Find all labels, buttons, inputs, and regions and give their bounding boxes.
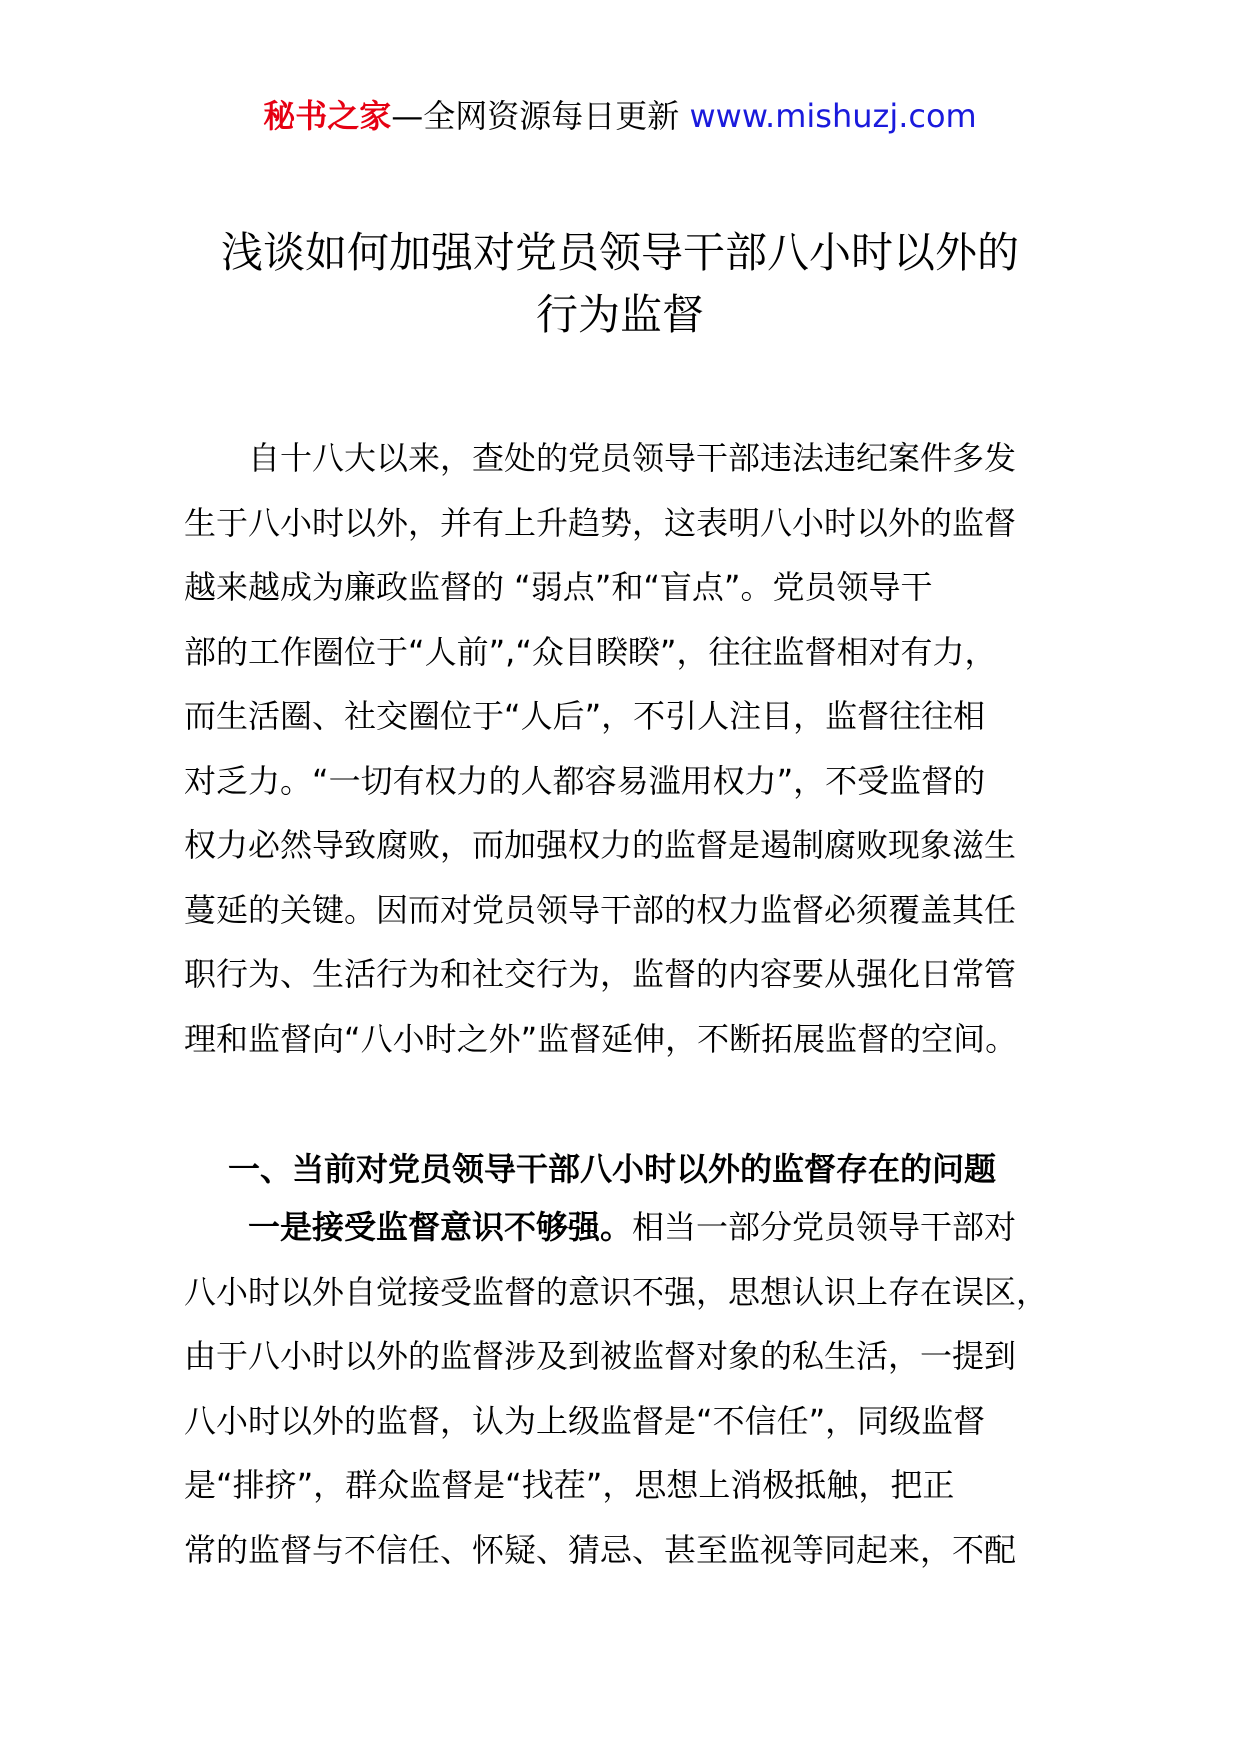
header-tagline: —全网资源每日更新: [391, 97, 690, 135]
point-lead: 一是接受监督意识不够强。: [248, 1208, 633, 1246]
paragraph-line: 常的监督与不信任、怀疑、猜忌、甚至监视等同起来，不配: [184, 1530, 1017, 1569]
site-header: [0, 96, 1240, 136]
paragraph-line: 八小时以外的监督，认为上级监督是“不信任”，同级监督: [184, 1401, 986, 1440]
paragraph-line: 而生活圈、社交圈位于“人后”，不引人注目，监督往往相: [184, 697, 986, 735]
title-line-2: 行为监督: [535, 290, 704, 339]
paragraph-line: 是“排挤”，群众监督是“找茬”，思想上消极抵触，把正: [184, 1466, 955, 1504]
paragraph-line: 理和监督向“八小时之外”监督延伸，不断拓展监督的空间。: [184, 1019, 1018, 1058]
paragraph-line: [184, 1195, 1084, 1260]
section-heading: 一、当前对党员领导干部八小时以外的监督存在的问题: [228, 1150, 997, 1188]
site-url-link[interactable]: www.mishuzj.com: [689, 97, 977, 135]
brand-name: 秘书之家: [263, 97, 392, 135]
paragraph-line: 自十八大以来，查处的党员领导干部违法违纪案件多发: [248, 439, 1017, 477]
paragraph-line: 八小时以外自觉接受监督的意识不强，思想认识上存在误区，: [184, 1272, 1049, 1311]
document-title: [150, 222, 1090, 346]
paragraph-line: 对乏力。“一切有权力的人都容易滥用权力”，不受监督的: [184, 761, 986, 800]
title-line-1: 浅谈如何加强对党员领导干部八小时以外的: [220, 228, 1019, 277]
paragraph-line: 蔓延的关键。因而对党员领导干部的权力监督必须覆盖其任: [184, 890, 1017, 929]
paragraph-line: 权力必然导致腐败，而加强权力的监督是遏制腐败现象滋生: [184, 826, 1017, 864]
paragraph-line: 越来越成为廉政监督的 “弱点”和“盲点”。党员领导干: [184, 568, 933, 606]
point-lead-rest: 相当一部分党员领导干部对: [632, 1208, 1017, 1246]
intro-paragraph: [184, 426, 1084, 1071]
paragraph-line: 生于八小时以外，并有上升趋势，这表明八小时以外的监督: [184, 503, 1017, 542]
paragraph-line: 职行为、生活行为和社交行为，监督的内容要从强化日常管: [184, 955, 1017, 993]
point-paragraph: [184, 1195, 1084, 1582]
paragraph-line: 部的工作圈位于“人前”,“众目睽睽”，往往监督相对有力，: [184, 632, 997, 671]
paragraph-line: 由于八小时以外的监督涉及到被监督对象的私生活，一提到: [184, 1337, 1017, 1375]
